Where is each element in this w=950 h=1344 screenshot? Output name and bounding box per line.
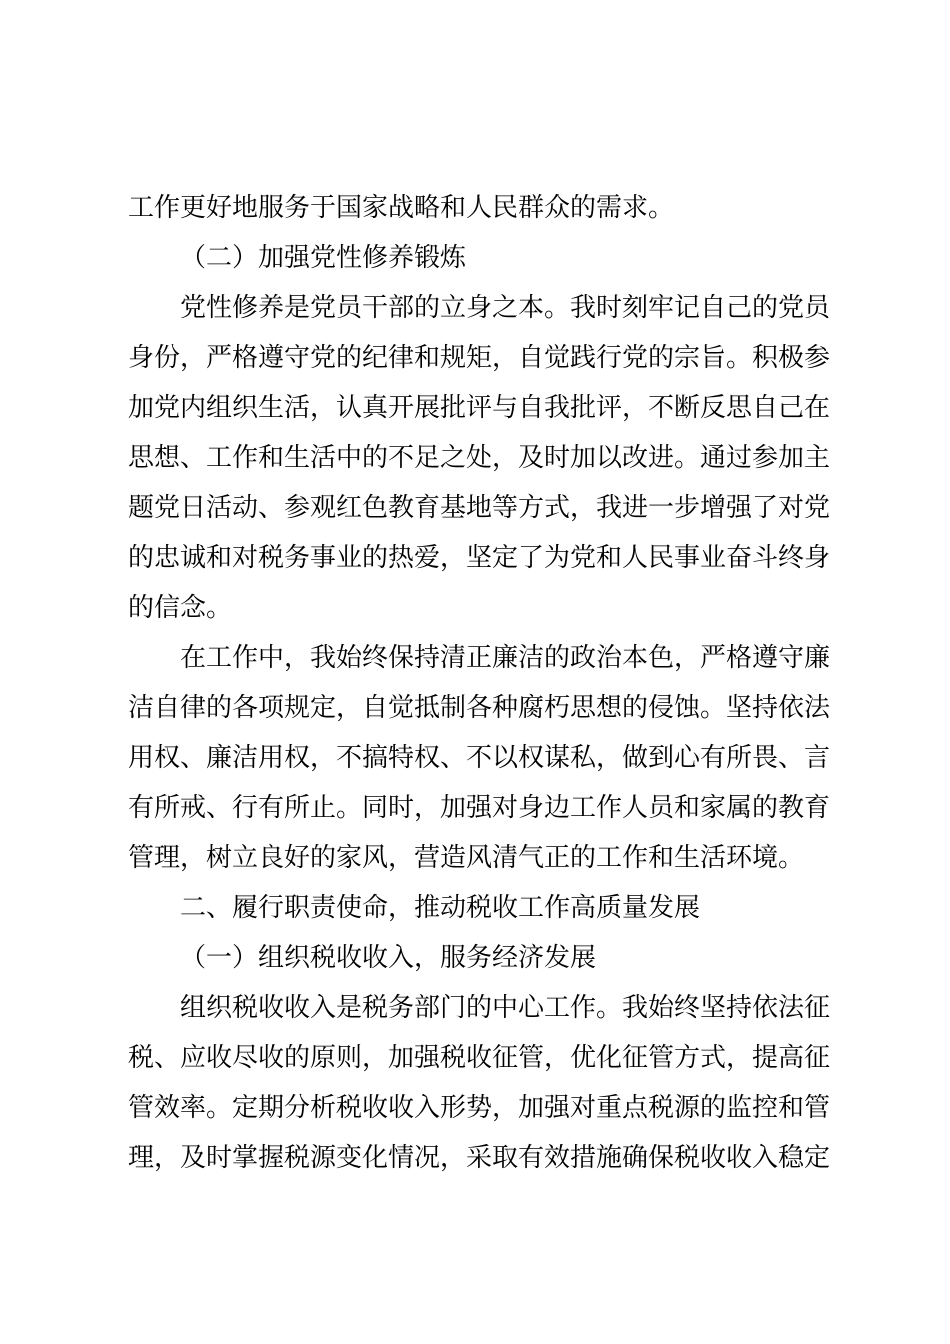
- text-line: 党性修养是党员干部的立身之本。我时刻牢记自己的党员: [180, 293, 831, 323]
- section-heading: （二）加强党性修养锻炼: [180, 243, 467, 273]
- text-line: 题党日活动、参观红色教育基地等方式，我进一步增强了对党: [128, 493, 831, 523]
- text-line: 管效率。定期分析税收收入形势，加强对重点税源的监控和管: [128, 1093, 831, 1123]
- text-line: 组织税收收入是税务部门的中心工作。我始终坚持依法征: [180, 993, 831, 1023]
- section-heading: （一）组织税收收入，服务经济发展: [180, 943, 597, 973]
- text-line: 管理，树立良好的家风，营造风清气正的工作和生活环境。: [128, 843, 805, 873]
- text-line: 洁自律的各项规定，自觉抵制各种腐朽思想的侵蚀。坚持依法: [128, 693, 831, 723]
- document-body: [128, 183, 834, 1183]
- text-line: 有所戒、行有所止。同时，加强对身边工作人员和家属的教育: [128, 793, 831, 823]
- text-line: 加党内组织生活，认真开展批评与自我批评，不断反思自己在: [128, 393, 831, 423]
- text-line: 的信念。: [128, 593, 233, 623]
- text-line: 工作更好地服务于国家战略和人民群众的需求。: [128, 193, 675, 223]
- text-line: 用权、廉洁用权，不搞特权、不以权谋私，做到心有所畏、言: [128, 743, 831, 773]
- text-line: 理，及时掌握税源变化情况，采取有效措施确保税收收入稳定: [128, 1143, 831, 1173]
- section-heading: 二、履行职责使命，推动税收工作高质量发展: [180, 893, 701, 923]
- text-line: 的忠诚和对税务事业的热爱，坚定了为党和人民事业奋斗终身: [128, 543, 831, 573]
- text-line: 身份，严格遵守党的纪律和规矩，自觉践行党的宗旨。积极参: [128, 343, 831, 373]
- text-line: 税、应收尽收的原则，加强税收征管，优化征管方式，提高征: [128, 1043, 831, 1073]
- text-line: 思想、工作和生活中的不足之处，及时加以改进。通过参加主: [128, 443, 831, 473]
- text-line: 在工作中，我始终保持清正廉洁的政治本色，严格遵守廉: [180, 643, 831, 673]
